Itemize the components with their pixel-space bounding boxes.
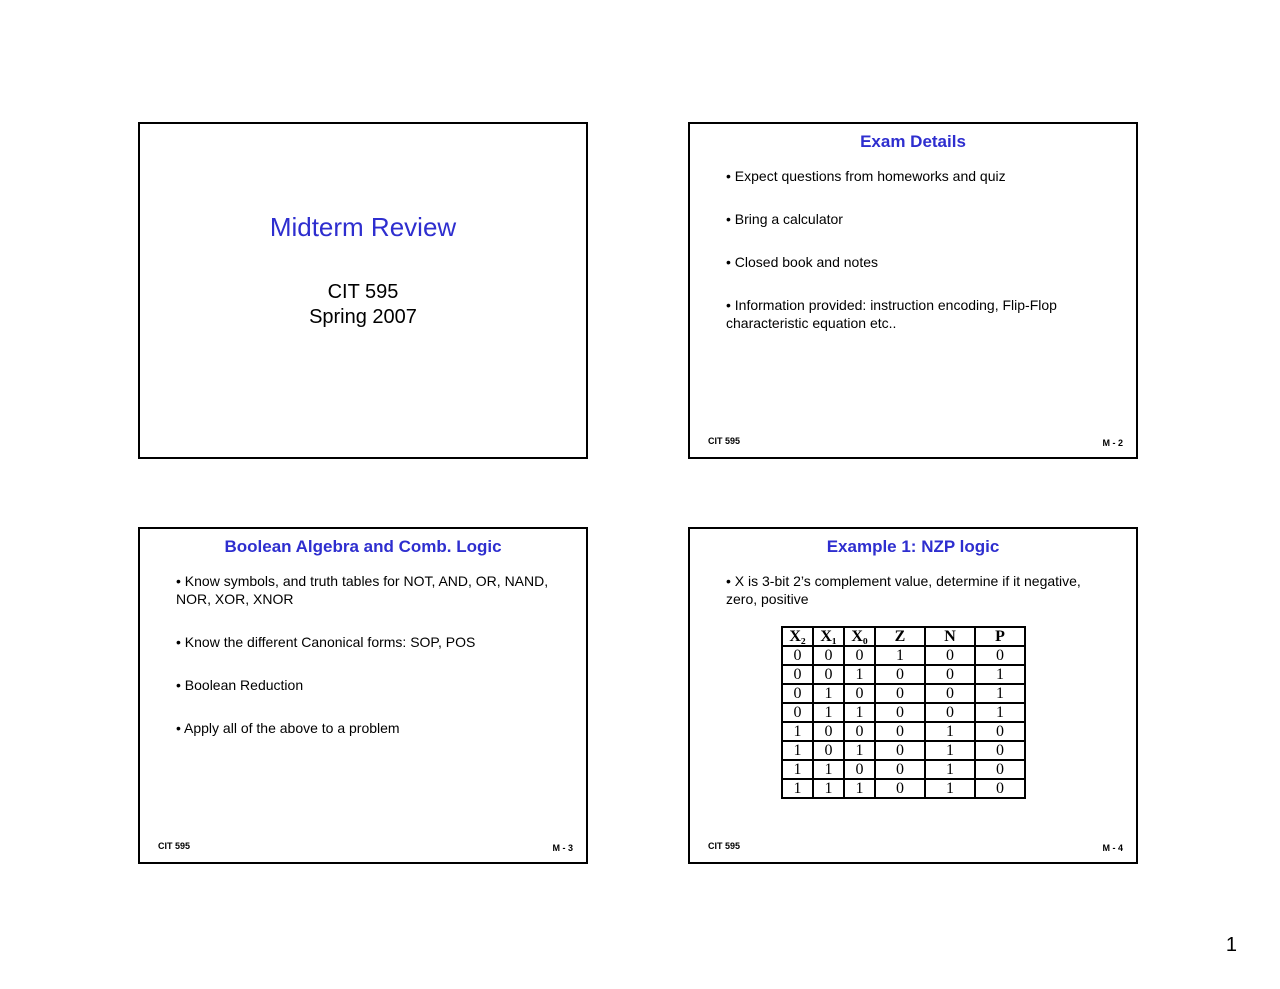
- truth-table-header-cell: X₂: [782, 627, 813, 646]
- truth-table-cell: 0: [875, 665, 925, 684]
- truth-table-cell: 1: [813, 684, 844, 703]
- nzp-truth-table: [781, 626, 1026, 799]
- truth-table-cell: 0: [925, 703, 975, 722]
- slide-3-bullet: • Know symbols, and truth tables for NOT, AND, OR, NAND, NOR, XOR, XNOR: [176, 573, 549, 607]
- slide-3-bullet: • Boolean Reduction: [176, 677, 304, 693]
- truth-table-row: [782, 665, 1025, 684]
- truth-table-header-cell: X₀: [844, 627, 875, 646]
- truth-table-cell: 1: [813, 703, 844, 722]
- slide-1-term: Spring 2007: [309, 306, 417, 328]
- truth-table-cell: 0: [975, 722, 1025, 741]
- truth-table-cell: 1: [975, 665, 1025, 684]
- truth-table-cell: 0: [875, 760, 925, 779]
- slide-2-bullet: • Expect questions from homeworks and quiz: [726, 168, 1006, 184]
- truth-table-cell: 0: [925, 665, 975, 684]
- slide-4-footer-course: CIT 595: [708, 841, 741, 851]
- slide-4: [688, 527, 1138, 864]
- slide-2-footer-number: M - 2: [1102, 438, 1123, 448]
- slide-2-bullet-list: [726, 167, 1106, 357]
- truth-table-cell: 1: [844, 741, 875, 760]
- truth-table-cell: 0: [782, 665, 813, 684]
- truth-table-cell: 1: [782, 722, 813, 741]
- truth-table-row: [782, 646, 1025, 665]
- truth-table-header-cell: Z: [875, 627, 925, 646]
- slide-1-title: Midterm Review: [269, 212, 457, 242]
- truth-table-cell: 0: [875, 722, 925, 741]
- truth-table-cell: 1: [844, 779, 875, 798]
- truth-table-header-cell: X₁: [813, 627, 844, 646]
- slide-2-footer-course: CIT 595: [708, 436, 741, 446]
- slide-1: [138, 122, 588, 459]
- truth-table-cell: 0: [844, 646, 875, 665]
- slide-2-bullet: • Closed book and notes: [726, 254, 879, 270]
- truth-table-cell: 0: [875, 703, 925, 722]
- truth-table-cell: 1: [844, 703, 875, 722]
- truth-table-cell: 0: [782, 684, 813, 703]
- slide-2-title: Exam Details: [860, 132, 966, 151]
- slide-2: [688, 122, 1138, 459]
- truth-table-row: [782, 779, 1025, 798]
- truth-table-header-cell: P: [975, 627, 1025, 646]
- slide-4-title: Example 1: NZP logic: [826, 537, 1000, 556]
- truth-table-cell: 0: [875, 741, 925, 760]
- slide-3-bullet: • Know the different Canonical forms: SOP, POS: [176, 634, 476, 650]
- slide-3: [138, 527, 588, 864]
- page-number: 1: [1225, 934, 1237, 956]
- slide-3-title: Boolean Algebra and Comb. Logic: [224, 537, 502, 556]
- truth-table-cell: 0: [813, 741, 844, 760]
- truth-table-row: [782, 684, 1025, 703]
- truth-table-cell: 0: [813, 646, 844, 665]
- slide-3-footer-course: CIT 595: [158, 841, 191, 851]
- truth-table-cell: 0: [975, 741, 1025, 760]
- truth-table-row: [782, 722, 1025, 741]
- truth-table-cell: 0: [975, 779, 1025, 798]
- truth-table-cell: 1: [844, 665, 875, 684]
- truth-table-cell: 0: [813, 665, 844, 684]
- slide-2-bullet: • Information provided: instruction encoding, Flip-Flop characteristic equation etc..: [726, 297, 1057, 331]
- truth-table-cell: 0: [925, 684, 975, 703]
- truth-table-cell: 1: [813, 779, 844, 798]
- truth-table-cell: 0: [844, 684, 875, 703]
- truth-table-cell: 1: [975, 703, 1025, 722]
- truth-table-row: [782, 741, 1025, 760]
- slide-4-bullet-list: [726, 572, 1106, 633]
- slide-4-bullet: • X is 3-bit 2’s complement value, determine if it negative, zero, positive: [726, 573, 1081, 607]
- truth-table-cell: 1: [925, 760, 975, 779]
- truth-table-cell: 1: [875, 646, 925, 665]
- slide-4-footer-number: M - 4: [1102, 843, 1123, 853]
- truth-table-body: [782, 646, 1025, 798]
- truth-table-cell: 0: [844, 760, 875, 779]
- slide-3-bullet-list: [176, 572, 556, 762]
- truth-table-cell: 0: [782, 703, 813, 722]
- truth-table-cell: 1: [925, 779, 975, 798]
- truth-table-cell: 0: [925, 646, 975, 665]
- truth-table-cell: 0: [782, 646, 813, 665]
- truth-table-cell: 0: [813, 722, 844, 741]
- truth-table-cell: 1: [782, 760, 813, 779]
- truth-table-cell: 0: [975, 646, 1025, 665]
- truth-table-cell: 1: [925, 741, 975, 760]
- truth-table-header-row: [782, 627, 1025, 646]
- truth-table-header-cell: N: [925, 627, 975, 646]
- truth-table-cell: 0: [844, 722, 875, 741]
- truth-table-cell: 1: [782, 741, 813, 760]
- truth-table-cell: 0: [975, 760, 1025, 779]
- slide-3-footer-number: M - 3: [552, 843, 573, 853]
- slide-1-course: CIT 595: [327, 281, 399, 303]
- truth-table-row: [782, 760, 1025, 779]
- truth-table-row: [782, 703, 1025, 722]
- truth-table-cell: 1: [925, 722, 975, 741]
- truth-table-cell: 1: [975, 684, 1025, 703]
- truth-table-cell: 1: [813, 760, 844, 779]
- slide-3-bullet: • Apply all of the above to a problem: [176, 720, 400, 736]
- slide-2-bullet: • Bring a calculator: [726, 211, 843, 227]
- truth-table-cell: 0: [875, 684, 925, 703]
- truth-table-cell: 0: [875, 779, 925, 798]
- truth-table-cell: 1: [782, 779, 813, 798]
